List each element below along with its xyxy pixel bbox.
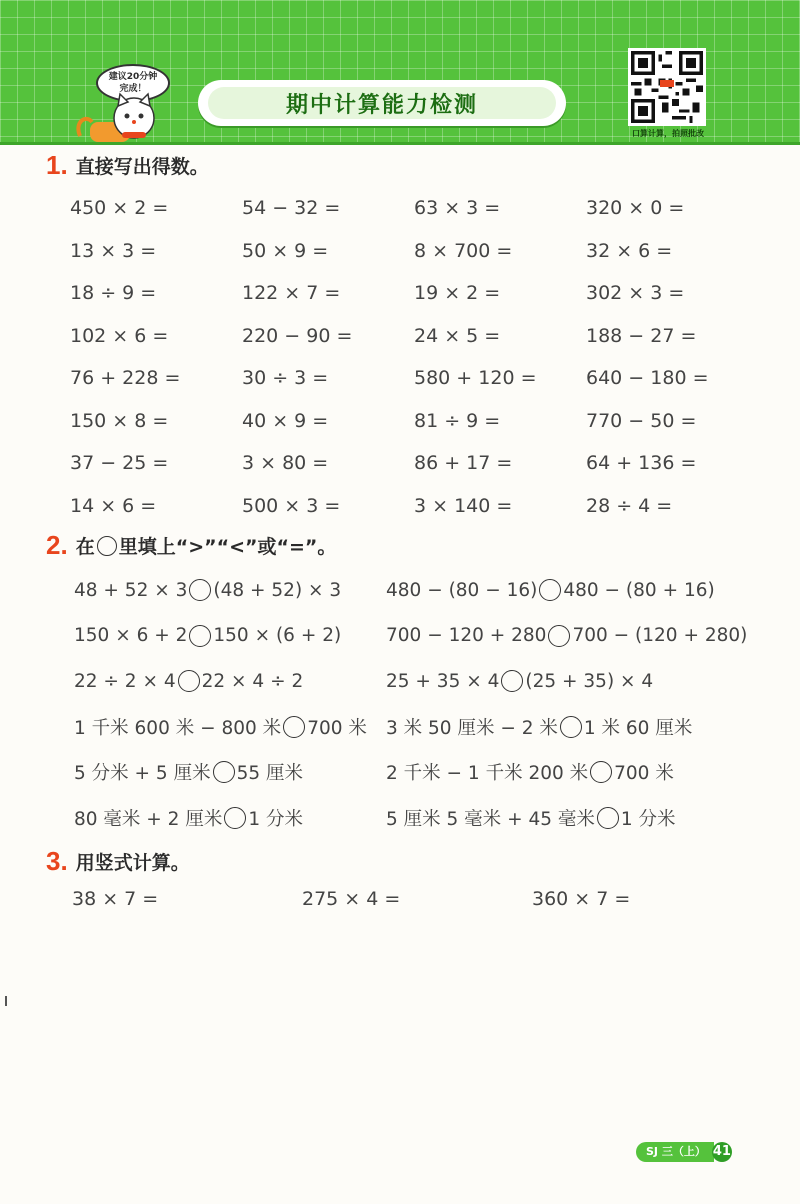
problem-item: 13 × 3 = (70, 239, 157, 262)
problem-item: 64 + 136 = (586, 452, 697, 474)
comparison-right: 1 分米 (248, 808, 303, 830)
problem-item: 102 × 6 = (70, 324, 169, 347)
answer-circle[interactable] (548, 625, 570, 647)
comparison-left: 5 分米 + 5 厘米 (74, 763, 211, 784)
comparison-item (74, 661, 386, 701)
page-edge-mark (5, 996, 7, 1006)
problem-item: 500 × 3 = (242, 494, 341, 517)
comparison-left: 5 厘米 5 毫米 + 45 毫米 (386, 808, 595, 830)
comparison-item (74, 752, 386, 792)
qr-code-icon[interactable] (628, 48, 706, 126)
comparison-left: 700 − 120 + 280 (386, 625, 547, 646)
problem-item: 40 × 9 = (242, 409, 329, 432)
comparison-left: 3 米 50 厘米 − 2 米 (386, 717, 558, 739)
problem-item: 188 − 27 = (586, 324, 697, 347)
section-2-heading (46, 530, 336, 561)
comparison-item (386, 616, 774, 656)
problem-item: 122 × 7 = (242, 282, 341, 304)
section-3-heading (46, 846, 190, 877)
answer-circle[interactable] (224, 807, 246, 829)
section-2-title-after: 里填上“>”“<”或“=”。 (118, 536, 337, 558)
comparison-left: 480 − (80 − 16) (386, 579, 538, 601)
problem-item: 50 × 9 = (242, 239, 329, 262)
comparison-right: (48 + 52) × 3 (213, 579, 342, 601)
problem-item: 54 − 32 = (242, 197, 341, 219)
problem-item: 86 + 17 = (414, 452, 513, 474)
problem-item: 8 × 700 = (414, 239, 513, 262)
answer-circle[interactable] (501, 670, 523, 692)
problem-item: 18 ÷ 9 = (70, 282, 157, 304)
problem-item: 81 ÷ 9 = (414, 409, 501, 432)
problem-item: 580 + 120 = (414, 367, 537, 389)
problem-item: 3 × 80 = (242, 452, 329, 474)
comparison-item (74, 798, 386, 838)
comparison-left: 2 千米 − 1 千米 200 米 (386, 763, 589, 784)
title-pill (198, 80, 566, 126)
comparison-item (74, 707, 386, 747)
problem-item: 3 × 140 = (414, 494, 513, 517)
comparison-item (74, 616, 386, 656)
comparison-grid (74, 570, 774, 843)
section-2-number: 2. (46, 530, 68, 560)
qr-caption: 口算计算，拍照批改 (632, 129, 704, 138)
section-1-title: 直接写出得数。 (75, 156, 209, 178)
page-number: 41 (712, 1142, 732, 1162)
bubble-line-2: 完成！ (119, 84, 147, 94)
comparison-item (386, 570, 774, 610)
problem-item: 38 × 7 = (72, 888, 159, 910)
answer-circle[interactable] (189, 625, 211, 647)
section-1-heading (46, 150, 209, 181)
header-banner (0, 0, 800, 145)
answer-circle[interactable] (189, 579, 211, 601)
comparison-item (386, 798, 774, 838)
comparison-right: 150 × (6 + 2) (213, 625, 342, 646)
section-3-number: 3. (46, 846, 68, 876)
comparison-right: 1 分米 (620, 808, 676, 830)
comparison-right: 1 米 60 厘米 (583, 717, 693, 739)
comparison-left: 22 ÷ 2 × 4 (74, 670, 176, 692)
comparison-left: 150 × 6 + 2 (74, 625, 188, 646)
circle-symbol-icon (97, 536, 117, 556)
comparison-left: 25 + 35 × 4 (386, 670, 500, 692)
answer-circle[interactable] (590, 761, 612, 783)
answer-circle[interactable] (178, 670, 200, 692)
section-1-number: 1. (46, 150, 68, 180)
answer-circle[interactable] (213, 761, 235, 783)
section-3-title: 用竖式计算。 (75, 852, 190, 874)
comparison-right: 55 厘米 (236, 763, 303, 784)
answer-circle[interactable] (283, 716, 305, 738)
answer-circle[interactable] (560, 716, 582, 738)
comparison-item (386, 707, 774, 747)
problem-item: 28 ÷ 4 = (586, 494, 673, 517)
problem-item: 302 × 3 = (586, 282, 685, 304)
problem-item: 770 − 50 = (586, 409, 697, 432)
answer-circle[interactable] (597, 807, 619, 829)
book-tag: SJ 三（上） (636, 1142, 714, 1162)
comparison-right: 700 米 (307, 717, 367, 739)
comparison-left: 80 毫米 + 2 厘米 (74, 808, 223, 830)
comparison-left: 48 + 52 × 3 (74, 579, 188, 601)
comparison-item (386, 752, 774, 792)
bubble-line-1: 建议20分钟 (108, 72, 158, 82)
problem-item: 19 × 2 = (414, 282, 501, 304)
problem-item: 24 × 5 = (414, 324, 501, 347)
comparison-right: (25 + 35) × 4 (525, 670, 654, 692)
comparison-right: 480 − (80 + 16) (563, 579, 715, 601)
problem-item: 32 × 6 = (586, 239, 673, 262)
comparison-left: 1 千米 600 米 − 800 米 (74, 717, 282, 739)
problem-item: 14 × 6 = (70, 494, 157, 517)
problem-item: 640 − 180 = (586, 367, 709, 389)
mental-math-grid (70, 190, 770, 530)
comparison-right: 22 × 4 ÷ 2 (201, 670, 304, 692)
problem-item: 63 × 3 = (414, 197, 501, 219)
problem-item: 275 × 4 = (302, 888, 401, 910)
comparison-right: 700 米 (614, 763, 674, 784)
cat-mascot-icon (72, 92, 172, 142)
answer-circle[interactable] (539, 579, 561, 601)
comparison-item (386, 661, 774, 701)
problem-item: 450 × 2 = (70, 197, 169, 219)
problem-item: 76 + 228 = (70, 367, 181, 389)
problem-item: 30 ÷ 3 = (242, 367, 329, 389)
problem-item: 37 − 25 = (70, 452, 169, 474)
comparison-right: 700 − (120 + 280) (572, 625, 748, 646)
problem-item: 360 × 7 = (532, 888, 631, 910)
problem-item: 150 × 8 = (70, 409, 169, 432)
problem-item: 220 − 90 = (242, 324, 353, 347)
comparison-item (74, 570, 386, 610)
page-title: 期中计算能力检测 (208, 87, 556, 119)
problem-item: 320 × 0 = (586, 197, 685, 219)
section-2-title-before: 在 (75, 536, 95, 558)
vertical-calc-grid (72, 888, 772, 910)
page-footer (636, 1142, 732, 1162)
